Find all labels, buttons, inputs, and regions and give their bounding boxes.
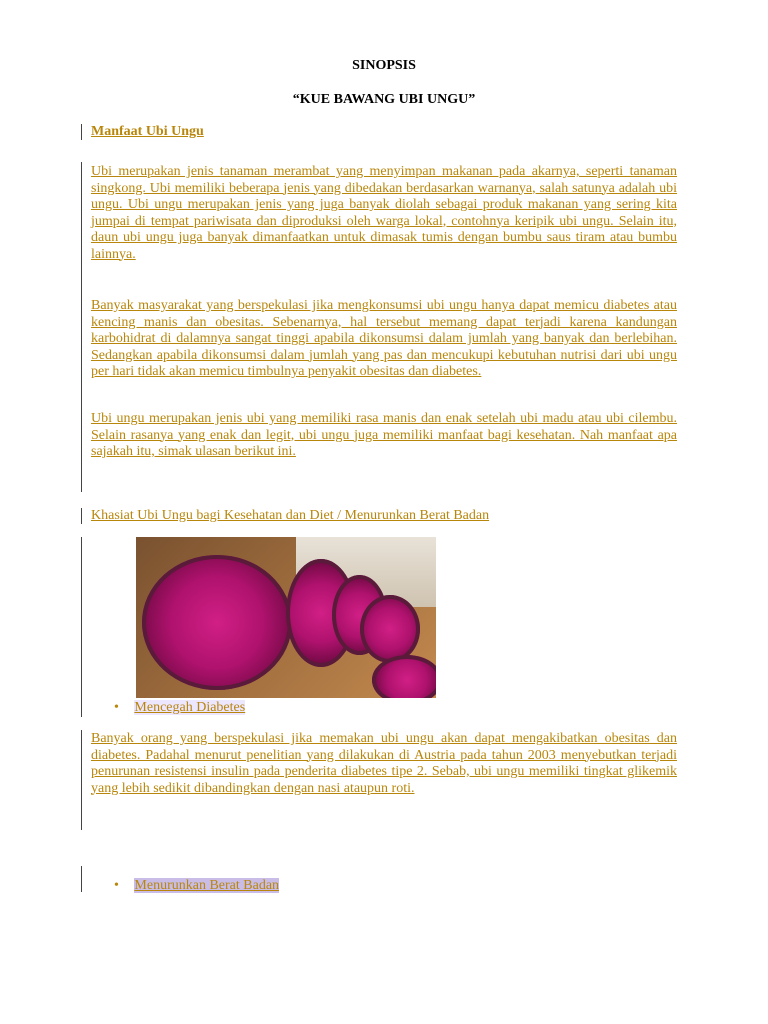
revision-bar <box>81 162 82 492</box>
purple-sweet-potato-image <box>136 537 436 698</box>
document-title: SINOPSIS <box>352 58 416 73</box>
paragraph-benefits[interactable]: Ubi ungu merupakan jenis ubi yang memiliki rasa manis dan enak setelah ubi madu atau ubi cilembu. Selain rasanya yang enak dan legit, ubi ungu juga memiliki manfaat bagi kesehatan. Nah manfaat apa sajakah itu, simak ulasan berikut ini. <box>91 411 677 459</box>
paragraph-intro[interactable]: Ubi merupakan jenis tanaman merambat yang menyimpan makanan pada akarnya, seperti tanaman singkong. Ubi memiliki beberapa jenis yang dibedakan berdasarkan warnanya, salah satunya adalah ubi ungu. Ubi ungu merupakan jenis yang juga banyak diolah sebagai produk makanan yang sering kita jumpai di tempat pariwisata dan diproduksi oleh warga lokal, contohnya keripik ubi ungu. Selain itu, daun ubi ungu juga banyak dimanfaatkan untuk dimasak tumis dengan bumbu saus tiram atau bumbu lainnya. <box>91 164 677 262</box>
revision-bar <box>81 124 82 140</box>
section-heading-khasiat[interactable]: Khasiat Ubi Ungu bagi Kesehatan dan Diet / Menurunkan Berat Badan <box>91 508 490 523</box>
revision-bar <box>81 537 82 717</box>
bullet-label: Mencegah Diabetes <box>134 700 246 715</box>
bullet-icon: • <box>114 700 119 715</box>
bullet-item-weight[interactable] <box>114 878 279 894</box>
revision-bar <box>81 730 82 830</box>
section-heading-manfaat[interactable]: Manfaat Ubi Ungu <box>91 124 204 139</box>
bullet-label: Menurunkan Berat Badan <box>134 878 280 893</box>
document-subtitle: “KUE BAWANG UBI UNGU” <box>292 92 476 107</box>
paragraph-speculation[interactable]: Banyak masyarakat yang berspekulasi jika mengkonsumsi ubi ungu hanya dapat memicu diabetes atau kencing manis dan obesitas. Sebenarnya, hal tersebut memang dapat terjadi karena kandungan karbohidrat di dalamnya sangat tinggi apabila dikonsumsi dalam jumlah yang banyak dan berlebihan. Sedangkan apabila dikonsumsi dalam jumlah yang pas dan mencukupi kebutuhan nutrisi dari ubi ungu per hari tidak akan memicu timbulnya penyakit obesitas dan diabetes. <box>91 298 677 379</box>
potato-slice <box>142 555 292 690</box>
bullet-item-diabetes[interactable] <box>114 700 245 716</box>
potato-slice <box>360 595 420 663</box>
paragraph-diabetes[interactable]: Banyak orang yang berspekulasi jika memakan ubi ungu akan dapat mengakibatkan obesitas dan diabetes. Padahal menurut penelitian yang dilakukan di Austria pada tahun 2003 menyebutkan terjadi penurunan resistensi insulin pada penderita diabetes tipe 2. Sebab, ubi ungu memiliki tingkat glikemik yang lebih sedikit dibandingkan dengan nasi ataupun roti. <box>91 731 677 796</box>
bullet-icon: • <box>114 878 119 893</box>
revision-bar <box>81 866 82 892</box>
revision-bar <box>81 508 82 524</box>
potato-slice <box>372 655 436 698</box>
